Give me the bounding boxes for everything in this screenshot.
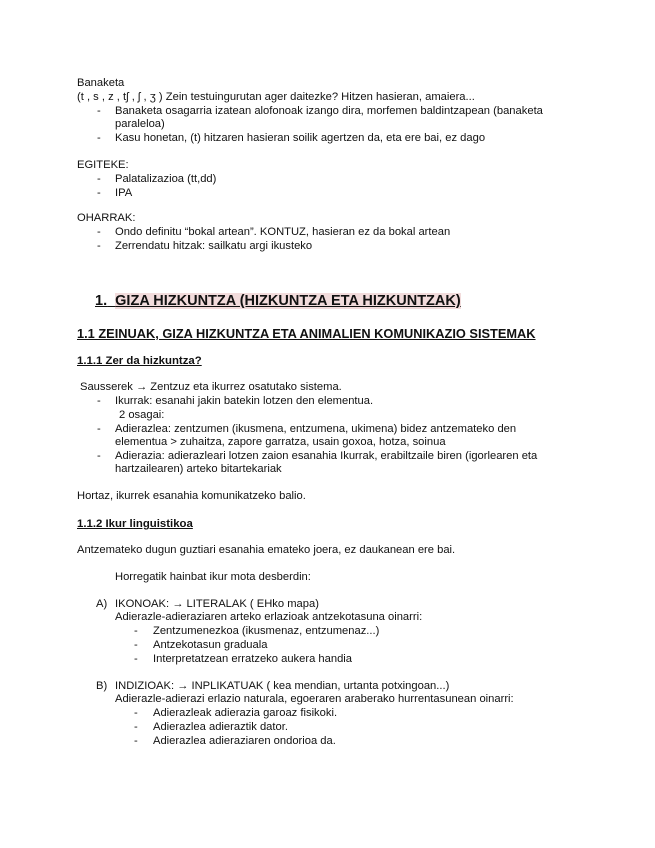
section-1-1-1-item: Adierazlea: zentzumen (ikusmena, entzumena, ukimena) bidez antzemateko den <box>115 423 517 435</box>
bullet-dash: - <box>134 625 138 637</box>
list-b-desc: Adierazle-adierazi erlazio naturala, egoeraren araberako hurrentasunean oinarri: <box>115 693 514 705</box>
section-1-1-1-item: elementua > zuhaitza, zapore garratza, usain goxoa, hotza, soinua <box>115 436 446 448</box>
bullet-dash: - <box>97 423 101 435</box>
egiteke-item: IPA <box>115 187 133 199</box>
bullet-dash: - <box>134 639 138 651</box>
bullet-dash: - <box>97 395 101 407</box>
list-a-item: Zentzumenezkoa (ikusmenaz, entzumenaz...) <box>153 625 380 637</box>
section-1-1-1-item: Ikurrak: esanahi jakin batekin lotzen den elementua. <box>115 395 374 407</box>
section-1-1-1-item: Adierazia: adierazleari lotzen zaion esanahia Ikurrak, erabiltzaile biren (igorlearen eta <box>115 450 538 462</box>
oharrak-title: OHARRAK: <box>77 212 136 224</box>
section-1-1-2-heading: 1.1.2 Ikur linguistikoa <box>77 518 193 530</box>
section-1-number: 1. <box>95 293 108 309</box>
banaketa-title: Banaketa <box>77 77 125 89</box>
list-a-head: IKONOAK: → LITERALAK ( EHko mapa) <box>115 598 319 610</box>
list-a-label: A) <box>96 598 108 610</box>
section-1-1-2-sub: Horregatik hainbat ikur mota desberdin: <box>115 571 311 583</box>
section-1-1-1-item: hartzailearen) arteko bitartekariak <box>115 463 282 475</box>
section-1-1-1-item: 2 osagai: <box>119 409 165 421</box>
banaketa-item: Kasu honetan, (t) hitzaren hasieran soilik agertzen da, eta ere bai, ez dago <box>115 132 486 144</box>
section-1-title: GIZA HIZKUNTZA (HIZKUNTZA ETA HIZKUNTZAK) <box>115 293 461 309</box>
banaketa-question: (t , s , z , tʃ , ʃ , ʒ ) Zein testuingurutan ager daitezke? Hitzen hasieran, amaiera... <box>77 91 475 103</box>
list-a-item: Interpretatzean erratzeko aukera handia <box>153 653 353 665</box>
section-1-1-2-intro: Antzemateko dugun guztiari esanahia emateko joera, ez daukanean ere bai. <box>77 544 456 556</box>
bullet-dash: - <box>134 653 138 665</box>
list-b-item: Adierazlea adieraztik dator. <box>153 721 288 733</box>
bullet-dash: - <box>97 450 101 462</box>
bullet-dash: - <box>97 240 101 252</box>
oharrak-item: Ondo definitu “bokal artean”. KONTUZ, hasieran ez da bokal artean <box>115 226 451 238</box>
egiteke-title: EGITEKE: <box>77 159 129 171</box>
bullet-dash: - <box>97 187 101 199</box>
section-1-1-1-conclusion: Hortaz, ikurrek esanahia komunikatzeko balio. <box>77 490 306 502</box>
list-b-head: INDIZIOAK: → INPLIKATUAK ( kea mendian, urtanta potxingoan...) <box>115 680 450 692</box>
egiteke-item: Palatalizazioa (tt,dd) <box>115 173 217 185</box>
bullet-dash: - <box>134 707 138 719</box>
section-1-heading <box>95 293 461 309</box>
section-1-1-heading: 1.1 ZEINUAK, GIZA HIZKUNTZA ETA ANIMALIEN KOMUNIKAZIO SISTEMAK <box>77 326 536 341</box>
banaketa-item: paraleloa) <box>115 118 165 130</box>
list-a-item: Antzekotasun graduala <box>153 639 268 651</box>
bullet-dash: - <box>97 173 101 185</box>
list-b-label: B) <box>96 680 108 692</box>
section-1-1-1-intro: Sausserek → Zentzuz eta ikurrez osatutako sistema. <box>80 381 342 393</box>
bullet-dash: - <box>97 226 101 238</box>
oharrak-item: Zerrendatu hitzak: sailkatu argi ikusteko <box>115 240 313 252</box>
banaketa-item: Banaketa osagarria izatean alofonoak izango dira, morfemen baldintzapean (banaketa <box>115 105 543 117</box>
bullet-dash: - <box>97 132 101 144</box>
bullet-dash: - <box>134 721 138 733</box>
bullet-dash: - <box>97 105 101 117</box>
list-b-item: Adierazleak adierazia garoaz fisikoki. <box>153 707 338 719</box>
list-a-desc: Adierazle-adieraziaren arteko erlazioak antzekotasuna oinarri: <box>115 611 423 623</box>
list-b-item: Adierazlea adieraziaren ondorioa da. <box>153 735 336 747</box>
section-1-1-1-heading: 1.1.1 Zer da hizkuntza? <box>77 355 202 367</box>
bullet-dash: - <box>134 735 138 747</box>
